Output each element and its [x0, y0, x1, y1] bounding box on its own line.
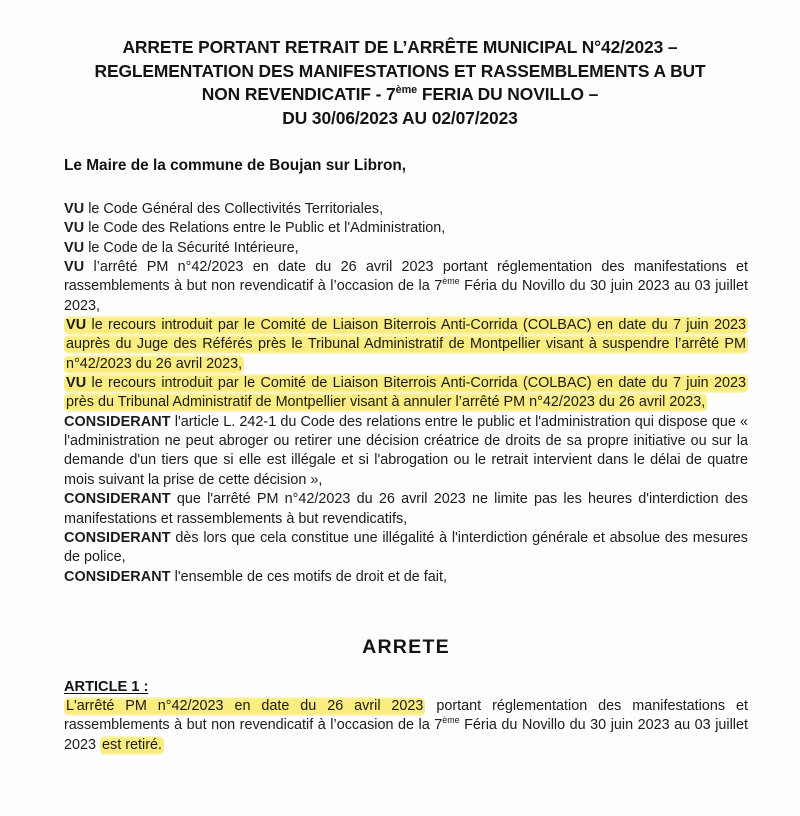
- title-line-3-prefix: NON REVENDICATIF - 7: [201, 84, 396, 104]
- clause-lead: CONSIDERANT: [64, 491, 171, 508]
- clause-lead: VU: [64, 239, 85, 256]
- clause-text: le recours introduit par le Comité de Liaison Biterrois Anti-Corrida (COLBAC) en date du 7 juin 2023 près du Tribunal Administratif de Montpellier visant à annuler l’arrêté PM n°42/2023 du 26 avril 2023,: [66, 375, 746, 411]
- title-line-2: REGLEMENTATION DES MANIFESTATIONS ET RASSEMBLEMENTS A BUT: [94, 60, 706, 81]
- article-1-highlight-opening: L'arrêté PM n°42/2023 en date du 26 avril 2023: [66, 698, 424, 714]
- clause-ordinal-suffix: ème: [442, 276, 460, 287]
- clause-considerant-4: [64, 568, 748, 587]
- clause-text-after-ordinal: Féria du Novillo du 30 juin 2023 au 03 juillet 2023,: [64, 278, 748, 314]
- title-line-3: [60, 83, 740, 107]
- clause-lead: CONSIDERANT: [64, 413, 171, 430]
- article-1-highlight-closing: est retiré.: [102, 736, 162, 753]
- clause-vu-3: [64, 239, 748, 258]
- document-body: [64, 156, 748, 587]
- clause-vu-2: [64, 219, 748, 238]
- arrete-heading: ARRETE: [362, 636, 450, 658]
- clause-vu-4: [64, 258, 748, 316]
- article-1-body: [64, 697, 748, 755]
- clause-lead: CONSIDERANT: [64, 529, 171, 546]
- clause-text: l'ensemble de ces motifs de droit et de fait,: [170, 568, 447, 585]
- clause-considerant-2: [64, 490, 748, 529]
- clause-lead: VU: [64, 259, 85, 276]
- clause-vu-5-highlighted: [64, 316, 748, 374]
- article-1-heading-row: [64, 678, 748, 697]
- clause-lead: CONSIDERANT: [64, 568, 171, 585]
- clause-considerant-3: [64, 529, 748, 568]
- clause-lead: VU: [64, 201, 85, 217]
- clause-text: dès lors que cela constitue une illégalité à l'interdiction générale et absolue des mesures de police,: [64, 529, 748, 566]
- clause-text: le recours introduit par le Comité de Liaison Biterrois Anti-Corrida (COLBAC) en date du 7 juin 2023 auprès du Juge des Référés près le Tribunal Administratif de Montpellier visant à suspendre l’arrêté PM n°42/2023 du 26 avril 2023,: [66, 317, 746, 372]
- clause-text: le Code des Relations entre le Public et l'Administration,: [84, 220, 446, 237]
- article-1-section: [64, 678, 748, 755]
- clause-text: que l'arrêté PM n°42/2023 du 26 avril 2023 ne limite pas les heures d'interdiction des manifestations et rassemblements à but revendicatifs,: [64, 491, 748, 527]
- clause-text: le Code de la Sécurité Intérieure,: [84, 239, 299, 256]
- title-ordinal-suffix: ème: [395, 84, 418, 97]
- clause-text-before-ordinal: l’arrêté PM n°42/2023 en date du 26 avril 2023 portant réglementation des manifestations et rassemblements à but non revendicatif à l’occasion de la 7: [64, 259, 748, 295]
- clause-lead: VU: [66, 375, 87, 392]
- title-line-3-suffix: FERIA DU NOVILLO –: [417, 84, 599, 104]
- clause-vu-1: [64, 200, 748, 219]
- article-1-text-after-ordinal: Féria du Novillo du 30 juin 2023 au 03 juillet 2023: [64, 717, 748, 753]
- document-title: [60, 36, 740, 130]
- clause-text: le Code Général des Collectivités Territoriales,: [84, 201, 384, 217]
- clause-text: l'article L. 242-1 du Code des relations entre le public et l'administration qui dispose que « l'administration ne peut abroger ou retirer une décision créatrice de droits de sa propre initiative ou sur la demande d'un tiers que si elle est illégale et si l'abrogation ou le retrait intervient dans le délai de quatre mois suivant la prise de cette décision »,: [64, 413, 748, 488]
- title-line-1: ARRETE PORTANT RETRAIT DE L’ARRÊTE MUNICIPAL N°42/2023 –: [122, 37, 678, 57]
- article-1-heading: ARTICLE 1 :: [64, 679, 149, 695]
- article-ordinal-suffix: ème: [442, 715, 460, 726]
- clause-vu-6-highlighted: [64, 374, 748, 413]
- clause-lead: VU: [64, 220, 85, 237]
- title-line-4: DU 30/06/2023 AU 02/07/2023: [282, 107, 518, 128]
- mayor-salutation: Le Maire de la commune de Boujan sur Libron,: [64, 157, 407, 174]
- clause-lead: VU: [66, 317, 87, 334]
- article-1-text-before-ordinal: portant réglementation des manifestations et rassemblements à but non revendicatif à l’occasion de la 7: [64, 698, 748, 734]
- clause-considerant-1: [64, 413, 748, 490]
